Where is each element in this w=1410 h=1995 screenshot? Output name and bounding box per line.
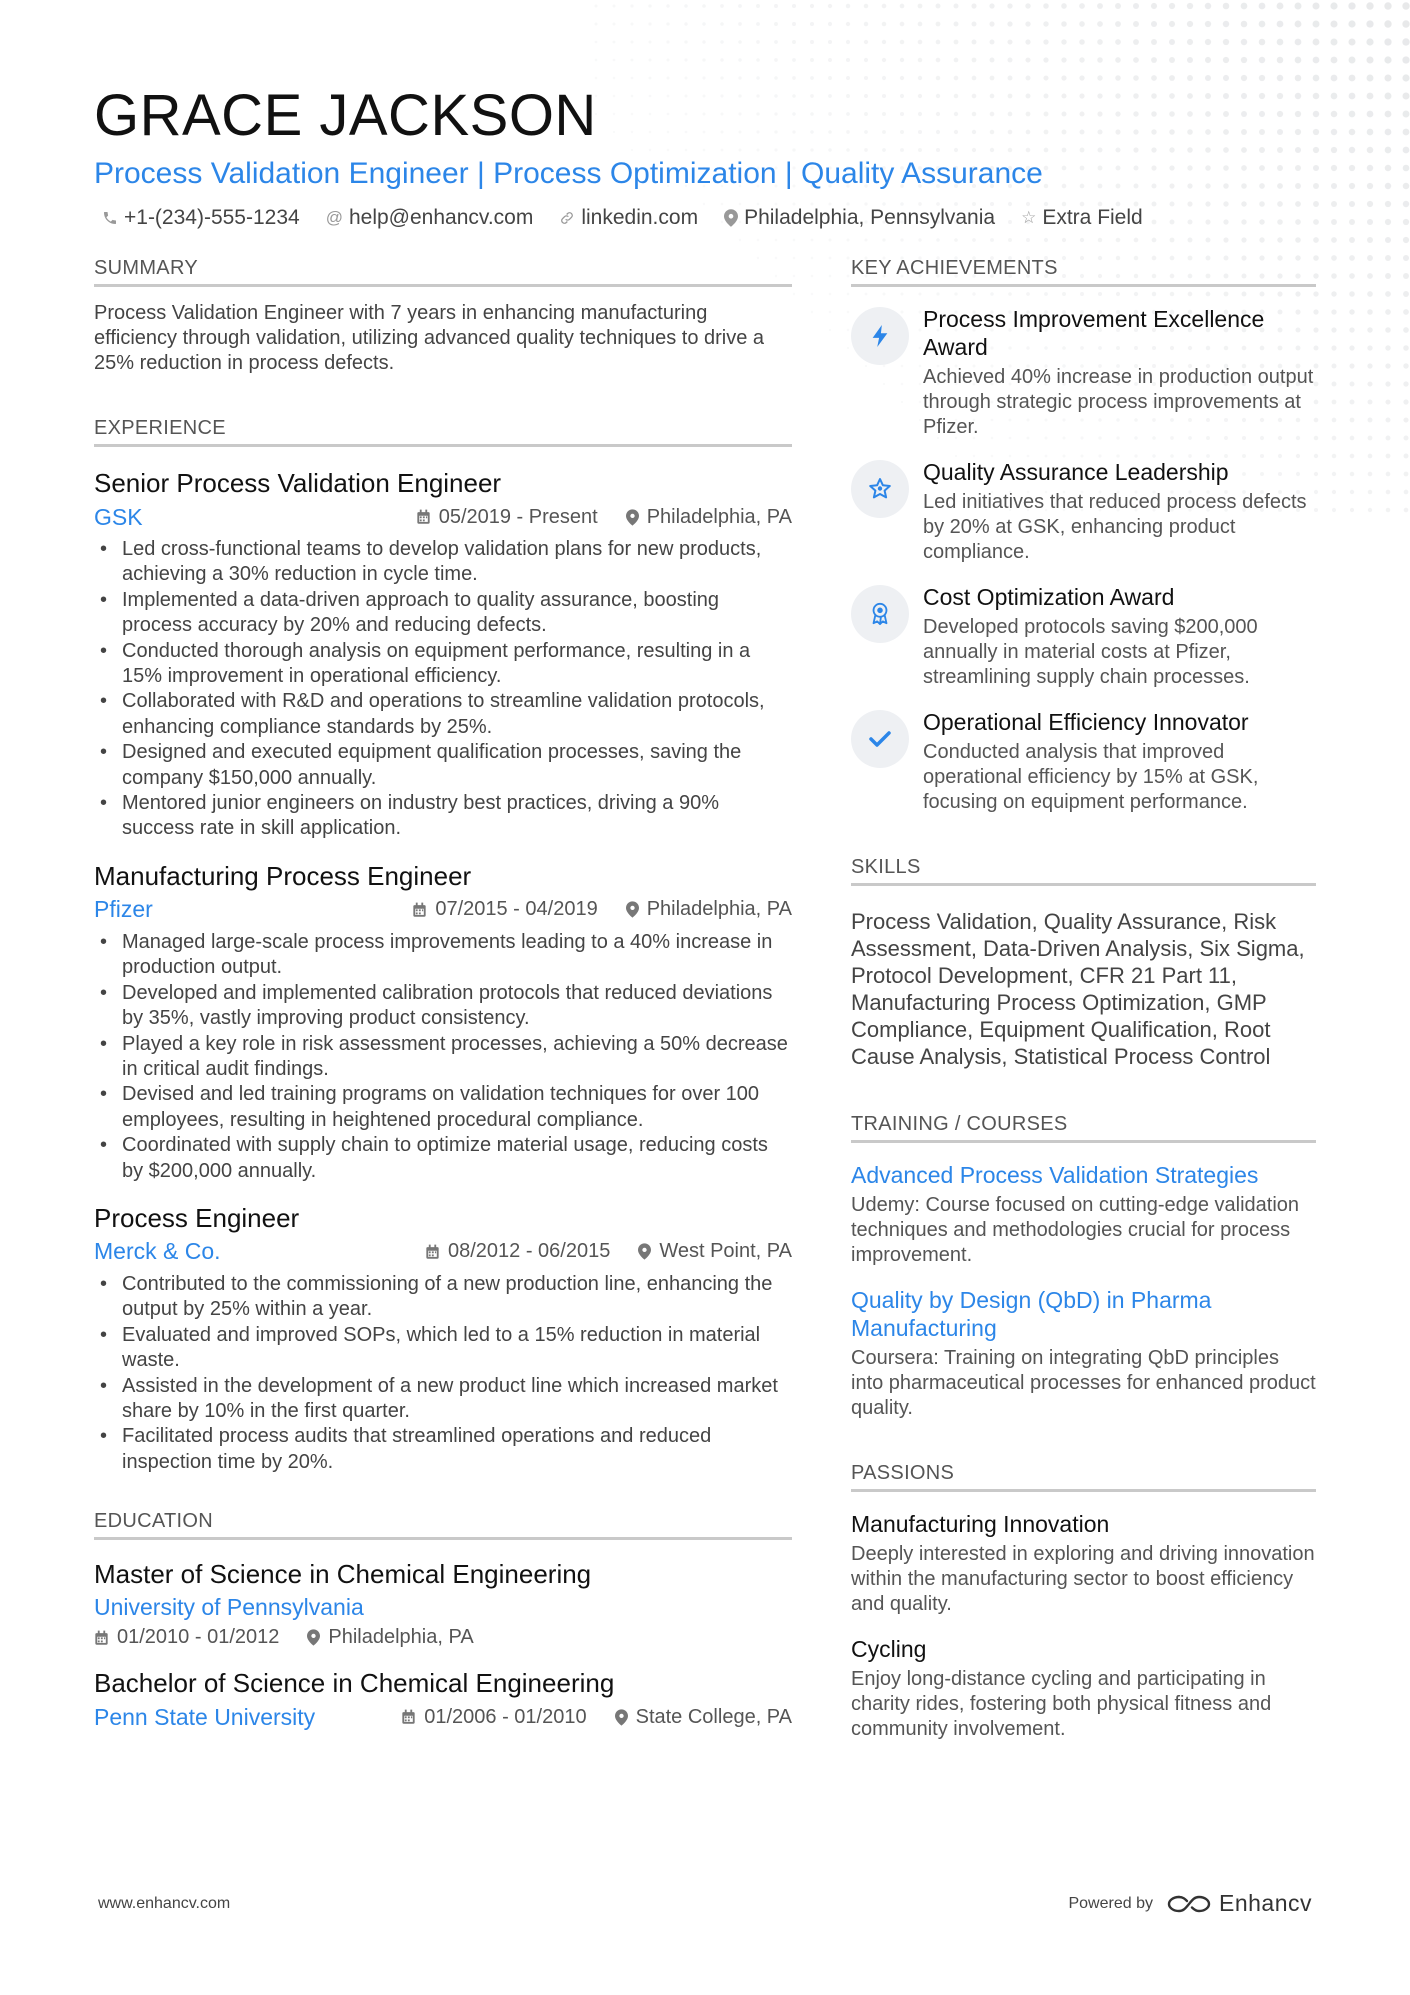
contact-location [724, 206, 995, 230]
company-name[interactable]: GSK [94, 503, 143, 530]
passion-desc: Enjoy long-distance cycling and participating in charity rides, fostering both physical fitness and community involvement. [851, 1668, 1272, 1740]
calendar-icon [425, 1244, 440, 1260]
list-item: • Contributed to the commissioning of a new production line, enhancing the output by 25% within a year. [94, 1272, 792, 1323]
achievement-desc: Developed protocols saving $200,000 annually in material costs at Pfizer, streamlining supply chain processes. [923, 616, 1258, 688]
job-date-text: 07/2015 - 04/2019 [435, 898, 598, 921]
list-item: • Led cross-functional teams to develop validation plans for new products, achieving a 30% reduction in cycle time. [94, 537, 792, 588]
job-location [638, 1240, 792, 1263]
section-title-training: TRAINING / COURSES [851, 1112, 1316, 1143]
job-title: Senior Process Validation Engineer [94, 468, 502, 498]
left-column [94, 256, 792, 1733]
summary-text: Process Validation Engineer with 7 years in enhancing manufacturing efficiency through validation, utilizing advanced quality techniques to drive a 25% reduction in process defects. [94, 302, 765, 374]
contact-linkedin[interactable] [559, 206, 698, 230]
education-date-text: 01/2006 - 01/2010 [424, 1705, 587, 1728]
job-date-text: 08/2012 - 06/2015 [447, 1240, 611, 1263]
at-icon: @ [325, 208, 343, 227]
right-column [851, 256, 1316, 1742]
achievement-title: Process Improvement Excellence Award [923, 306, 1265, 360]
education-date-text: 01/2010 - 01/2012 [117, 1626, 280, 1649]
section-title-passions: PASSIONS [851, 1461, 1316, 1492]
list-item: • Assisted in the development of a new product line which increased market share by 10% in the first quarter. [94, 1374, 792, 1425]
contact-phone-text: +1-(234)-555-1234 [124, 206, 300, 229]
candidate-name: GRACE JACKSON [94, 83, 597, 148]
section-title-key-achievements: KEY ACHIEVEMENTS [851, 256, 1316, 287]
degree-title: Master of Science in Chemical Engineering [94, 1559, 592, 1590]
achievement-item [851, 583, 1316, 690]
calendar-icon [94, 1630, 109, 1646]
education-location [615, 1706, 792, 1729]
calendar-icon [416, 509, 431, 525]
achievement-title: Operational Efficiency Innovator [923, 709, 1249, 735]
achievement-title: Quality Assurance Leadership [923, 459, 1229, 485]
course-title[interactable]: Advanced Process Validation Strategies [851, 1162, 1259, 1188]
resume-page [94, 80, 1316, 1740]
powered-by-label: Powered by [1068, 1894, 1153, 1912]
enhancv-logo-icon [1167, 1893, 1211, 1915]
job-title: Manufacturing Process Engineer [94, 860, 472, 891]
experience-section [94, 416, 792, 1475]
job-location-text: Philadelphia, PA [646, 898, 792, 921]
achievement-title: Cost Optimization Award [923, 584, 1175, 610]
achievements-section [851, 256, 1316, 815]
job-date [412, 898, 597, 921]
company-name[interactable]: Merck & Co. [94, 1238, 221, 1265]
company-name[interactable]: Pfizer [94, 896, 153, 923]
education-section [94, 1509, 792, 1733]
education-date [401, 1706, 586, 1729]
list-item: • Devised and led training programs on validation techniques for over 100 employees, resulting in heightened procedural compliance. [94, 1082, 792, 1133]
location-pin-icon [626, 509, 639, 526]
list-item: • Implemented a data-driven approach to quality assurance, boosting process accuracy by 20% and reducing defects. [94, 588, 792, 639]
calendar-icon [401, 1709, 416, 1725]
school-name[interactable]: Penn State University [94, 1703, 316, 1730]
course-item [851, 1286, 1316, 1421]
job-location [626, 898, 792, 921]
job-entry [94, 860, 792, 1184]
list-item: • Managed large-scale process improvements leading to a 40% increase in production output. [94, 930, 792, 981]
achievement-item [851, 305, 1316, 440]
section-title-experience: EXPERIENCE [94, 416, 792, 447]
job-location-text: West Point, PA [659, 1240, 792, 1263]
summary-section [94, 256, 792, 376]
passion-desc: Deeply interested in exploring and driving innovation within the manufacturing sector to boost efficiency and quality. [851, 1543, 1315, 1615]
passions-section [851, 1461, 1316, 1742]
job-entry [94, 1202, 792, 1475]
contact-location-text: Philadelphia, Pennsylvania [744, 206, 996, 229]
footer-url[interactable]: www.enhancv.com [98, 1894, 231, 1912]
education-date [94, 1626, 279, 1649]
contact-email-text: help@enhancv.com [348, 206, 534, 229]
award-ribbon-icon [851, 585, 909, 643]
phone-icon [102, 210, 118, 226]
achievement-desc: Conducted analysis that improved operational efficiency by 15% at GSK, focusing on equipment performance. [923, 741, 1259, 813]
location-pin-icon [724, 209, 738, 227]
contact-email[interactable] [326, 206, 534, 230]
job-date [425, 1240, 610, 1263]
training-section [851, 1112, 1316, 1421]
location-pin-icon [307, 1629, 320, 1646]
lightning-icon [851, 307, 909, 365]
contact-phone[interactable] [102, 206, 300, 230]
list-item: • Evaluated and improved SOPs, which led to a 15% reduction in material waste. [94, 1323, 792, 1374]
achievement-desc: Achieved 40% increase in production output through strategic process improvements at Pfizer. [923, 366, 1314, 438]
candidate-headline: Process Validation Engineer | Process Optimization | Quality Assurance [94, 157, 1043, 190]
passion-item [851, 1510, 1316, 1617]
list-item: • Facilitated process audits that streamlined operations and reduced inspection time by 20%. [94, 1424, 792, 1475]
enhancv-brand-name: Enhancv [1218, 1890, 1312, 1916]
list-item: • Conducted thorough analysis on equipment performance, resulting in a 15% improvement in operational efficiency. [94, 639, 792, 690]
location-pin-icon [638, 1243, 651, 1260]
achievement-desc: Led initiatives that reduced process defects by 20% at GSK, enhancing product compliance. [923, 491, 1307, 563]
job-location [626, 506, 792, 529]
list-item: • Collaborated with R&D and operations to streamline validation protocols, enhancing compliance standards by 25%. [94, 689, 792, 740]
list-item: • Coordinated with supply chain to optimize material usage, reducing costs by $200,000 annually. [94, 1133, 792, 1184]
job-meta [94, 894, 792, 926]
education-entry [94, 1667, 792, 1733]
star-badge-icon [851, 460, 909, 518]
job-bullets [94, 1272, 792, 1475]
course-title[interactable]: Quality by Design (QbD) in Pharma Manufacturing [851, 1287, 1212, 1341]
location-pin-icon [615, 1709, 628, 1726]
list-item: • Designed and executed equipment qualification processes, saving the company $150,000 annually. [94, 740, 792, 791]
education-location-text: State College, PA [635, 1705, 792, 1728]
education-meta [94, 1626, 792, 1649]
checkmark-icon [851, 710, 909, 768]
job-date [416, 506, 598, 529]
contact-extra [1021, 206, 1143, 230]
link-icon [559, 210, 575, 226]
section-title-summary: SUMMARY [94, 256, 792, 287]
list-item: • Mentored junior engineers on industry best practices, driving a 90% success rate in skill application. [94, 791, 792, 842]
job-location-text: Philadelphia, PA [646, 505, 792, 528]
education-meta [94, 1701, 792, 1733]
job-entry [94, 467, 792, 842]
job-bullets [94, 930, 792, 1184]
list-item: • Developed and implemented calibration protocols that reduced deviations by 35%, vastly improving product consistency. [94, 981, 792, 1032]
education-entry [94, 1558, 792, 1649]
location-pin-icon [626, 901, 639, 918]
degree-title: Bachelor of Science in Chemical Engineering [94, 1668, 615, 1699]
powered-by [1068, 1890, 1312, 1917]
passion-title: Manufacturing Innovation [851, 1511, 1110, 1537]
star-icon: ☆ [1021, 208, 1037, 227]
job-date-text: 05/2019 - Present [438, 505, 598, 528]
skills-list: Process Validation, Quality Assurance, Risk Assessment, Data-Driven Analysis, Six Sigma, Protocol Development, CFR 21 Part 11, Manufacturing Process Optimization, GMP Compliance, Equipment Qualification, Root Cause Analysis, Statistical Process Control [851, 909, 1305, 1069]
section-title-education: EDUCATION [94, 1509, 792, 1540]
course-desc: Udemy: Course focused on cutting-edge validation techniques and methodologies crucial for process improvement. [851, 1194, 1300, 1266]
job-meta [94, 501, 792, 533]
contact-linkedin-text: linkedin.com [581, 206, 699, 229]
achievement-item [851, 458, 1316, 565]
school-name[interactable]: University of Pennsylvania [94, 1594, 364, 1621]
page-footer [98, 1890, 1312, 1917]
calendar-icon [412, 902, 427, 918]
skills-section [851, 855, 1316, 1070]
contact-extra-text: Extra Field [1042, 206, 1143, 229]
enhancv-logo[interactable] [1167, 1890, 1312, 1917]
passion-item [851, 1635, 1316, 1742]
course-item [851, 1161, 1316, 1268]
course-desc: Coursera: Training on integrating QbD principles into pharmaceutical processes for enhanced product quality. [851, 1347, 1316, 1419]
passion-title: Cycling [851, 1636, 927, 1662]
job-meta [94, 1236, 792, 1268]
contact-row [94, 206, 1316, 230]
education-location-text: Philadelphia, PA [328, 1626, 474, 1649]
list-item: • Played a key role in risk assessment processes, achieving a 50% decrease in critical audit findings. [94, 1032, 792, 1083]
job-bullets [94, 537, 792, 842]
education-location [307, 1626, 473, 1649]
job-title: Process Engineer [94, 1202, 300, 1233]
achievement-item [851, 708, 1316, 815]
section-title-skills: SKILLS [851, 855, 1316, 886]
